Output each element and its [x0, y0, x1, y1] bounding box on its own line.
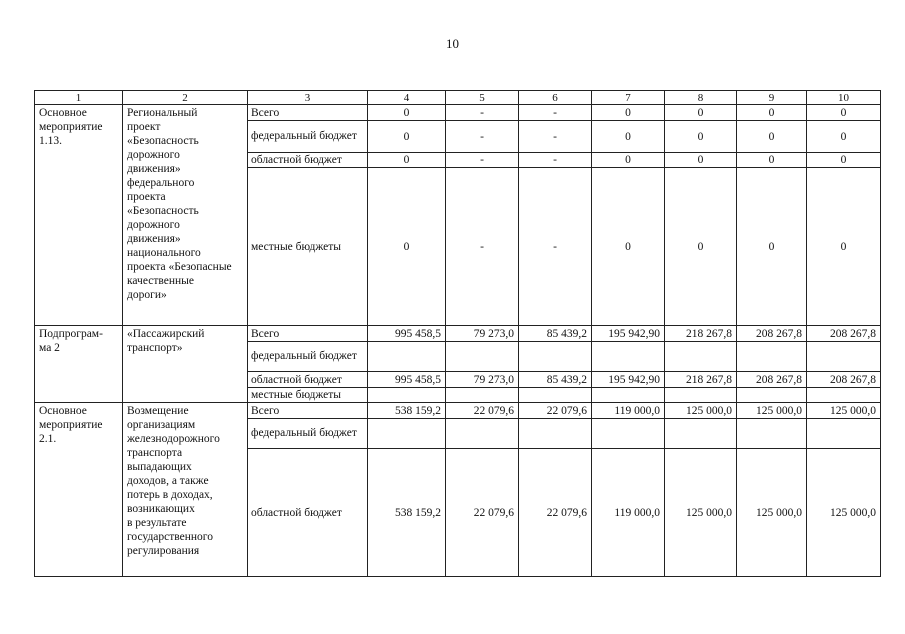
block-code-line: ма 2 — [39, 342, 60, 354]
block-name-line: дорожного — [127, 219, 180, 231]
value-cell-col-9 — [737, 342, 807, 372]
table-body — [35, 91, 881, 577]
block-name — [123, 326, 248, 403]
value-cell-col-5: - — [446, 105, 519, 121]
value-cell-col-4: 538 159,2 — [368, 403, 446, 419]
value-cell-col-8: 218 267,8 — [665, 372, 737, 388]
value-cell-col-5: 79 273,0 — [446, 326, 519, 342]
value-cell-col-9: 208 267,8 — [737, 326, 807, 342]
value-cell-col-6: 85 439,2 — [519, 326, 592, 342]
block-name-line: проекта «Безопасные — [127, 261, 232, 273]
block-name-line: качественные — [127, 275, 194, 287]
value-cell-col-5: - — [446, 168, 519, 326]
value-cell-col-5: 22 079,6 — [446, 449, 519, 577]
value-cell-col-10 — [807, 419, 881, 449]
value-cell-col-6 — [519, 342, 592, 372]
value-cell-col-7: 119 000,0 — [592, 449, 665, 577]
column-header-4: 4 — [368, 91, 446, 105]
value-cell-col-7: 119 000,0 — [592, 403, 665, 419]
column-header-8: 8 — [665, 91, 737, 105]
column-header-10: 10 — [807, 91, 881, 105]
block-name — [123, 403, 248, 577]
value-cell-col-6: - — [519, 153, 592, 168]
block-code-line: Подпрограм- — [39, 328, 103, 340]
block-name-line: регулирования — [127, 545, 200, 557]
value-cell-col-4: 0 — [368, 153, 446, 168]
block-code-line: мероприятие 1.13. — [39, 121, 103, 147]
value-cell-col-4: 0 — [368, 168, 446, 326]
value-cell-col-8 — [665, 419, 737, 449]
value-cell-col-7 — [592, 342, 665, 372]
value-cell-col-6: - — [519, 105, 592, 121]
block-name-line: возникающих — [127, 503, 195, 515]
value-cell-col-7: 195 942,90 — [592, 326, 665, 342]
value-cell-col-7: 0 — [592, 121, 665, 153]
funding-source: областной бюджет — [248, 153, 368, 168]
block-code — [35, 403, 123, 577]
value-cell-col-6: 22 079,6 — [519, 403, 592, 419]
value-cell-col-10: 0 — [807, 153, 881, 168]
value-cell-col-9: 0 — [737, 168, 807, 326]
value-cell-col-10: 0 — [807, 168, 881, 326]
value-cell-col-8 — [665, 342, 737, 372]
funding-source: федеральный бюджет — [248, 419, 368, 449]
block-name-line: транспорта — [127, 447, 183, 459]
value-cell-col-9: 0 — [737, 121, 807, 153]
value-cell-col-8: 0 — [665, 168, 737, 326]
value-cell-col-8: 125 000,0 — [665, 403, 737, 419]
value-cell-col-7: 0 — [592, 168, 665, 326]
block-name-line: «Безопасность — [127, 205, 199, 217]
block-name-line: потерь в доходах, — [127, 489, 213, 501]
value-cell-col-9: 0 — [737, 105, 807, 121]
value-cell-col-5: 22 079,6 — [446, 403, 519, 419]
value-cell-col-5: - — [446, 121, 519, 153]
value-cell-col-4 — [368, 388, 446, 403]
table-row — [35, 105, 881, 121]
block-name-line: федерального — [127, 177, 195, 189]
funding-source: Всего — [248, 403, 368, 419]
value-cell-col-8: 0 — [665, 121, 737, 153]
value-cell-col-4: 538 159,2 — [368, 449, 446, 577]
value-cell-col-10 — [807, 342, 881, 372]
value-cell-col-8: 0 — [665, 153, 737, 168]
value-cell-col-4 — [368, 419, 446, 449]
value-cell-col-6 — [519, 419, 592, 449]
value-cell-col-6: - — [519, 168, 592, 326]
value-cell-col-9 — [737, 388, 807, 403]
header-row — [35, 91, 881, 105]
block-name-line: Региональный — [127, 107, 198, 119]
value-cell-col-10: 208 267,8 — [807, 372, 881, 388]
column-header-2: 2 — [123, 91, 248, 105]
page-number: 10 — [446, 36, 459, 51]
block-name-line: организациям — [127, 419, 196, 431]
funding-source: Всего — [248, 105, 368, 121]
column-header-1: 1 — [35, 91, 123, 105]
value-cell-col-5 — [446, 388, 519, 403]
value-cell-col-6: 22 079,6 — [519, 449, 592, 577]
block-name-line: «Безопасность — [127, 135, 199, 147]
block-code-line: Основное — [39, 107, 87, 119]
block-name-line: доходов, а также — [127, 475, 209, 487]
block-code — [35, 105, 123, 326]
value-cell-col-10: 125 000,0 — [807, 449, 881, 577]
value-cell-col-5: 79 273,0 — [446, 372, 519, 388]
value-cell-col-6: - — [519, 121, 592, 153]
value-cell-col-4: 995 458,5 — [368, 372, 446, 388]
value-cell-col-4: 0 — [368, 121, 446, 153]
value-cell-col-10: 208 267,8 — [807, 326, 881, 342]
column-header-9: 9 — [737, 91, 807, 105]
block-name — [123, 105, 248, 326]
value-cell-col-8 — [665, 388, 737, 403]
value-cell-col-8: 218 267,8 — [665, 326, 737, 342]
column-header-3: 3 — [248, 91, 368, 105]
funding-source: областной бюджет — [248, 449, 368, 577]
block-name-line: выпадающих — [127, 461, 192, 473]
value-cell-col-5 — [446, 342, 519, 372]
funding-source: местные бюджеты — [248, 168, 368, 326]
value-cell-col-4: 0 — [368, 105, 446, 121]
value-cell-col-6: 85 439,2 — [519, 372, 592, 388]
value-cell-col-4: 995 458,5 — [368, 326, 446, 342]
block-name-line: «Пассажирский — [127, 328, 205, 340]
value-cell-col-10: 125 000,0 — [807, 403, 881, 419]
funding-source: федеральный бюджет — [248, 342, 368, 372]
value-cell-col-7: 0 — [592, 105, 665, 121]
funding-source: областной бюджет — [248, 372, 368, 388]
value-cell-col-7: 0 — [592, 153, 665, 168]
column-header-5: 5 — [446, 91, 519, 105]
block-name-line: Возмещение — [127, 405, 189, 417]
value-cell-col-10: 0 — [807, 121, 881, 153]
block-name-line: государственного — [127, 531, 213, 543]
value-cell-col-9 — [737, 419, 807, 449]
block-name-line: в результате — [127, 517, 187, 529]
value-cell-col-7 — [592, 419, 665, 449]
table-row — [35, 326, 881, 342]
value-cell-col-9: 208 267,8 — [737, 372, 807, 388]
funding-source: местные бюджеты — [248, 388, 368, 403]
value-cell-col-8: 125 000,0 — [665, 449, 737, 577]
value-cell-col-10: 0 — [807, 105, 881, 121]
block-code-line: Основное — [39, 405, 87, 417]
block-name-line: транспорт» — [127, 342, 183, 354]
column-header-6: 6 — [519, 91, 592, 105]
block-name-line: проект — [127, 121, 161, 133]
value-cell-col-5 — [446, 419, 519, 449]
value-cell-col-7: 195 942,90 — [592, 372, 665, 388]
value-cell-col-9: 0 — [737, 153, 807, 168]
value-cell-col-10 — [807, 388, 881, 403]
block-code — [35, 326, 123, 403]
value-cell-col-9: 125 000,0 — [737, 449, 807, 577]
column-header-7: 7 — [592, 91, 665, 105]
block-code-line: мероприятие 2.1. — [39, 419, 103, 445]
funding-source: федеральный бюджет — [248, 121, 368, 153]
value-cell-col-9: 125 000,0 — [737, 403, 807, 419]
value-cell-col-6 — [519, 388, 592, 403]
block-name-line: проекта — [127, 191, 166, 203]
block-name-line: движения» — [127, 163, 181, 175]
value-cell-col-8: 0 — [665, 105, 737, 121]
value-cell-col-7 — [592, 388, 665, 403]
value-cell-col-5: - — [446, 153, 519, 168]
funding-source: Всего — [248, 326, 368, 342]
block-name-line: железнодорожного — [127, 433, 220, 445]
table-row — [35, 403, 881, 419]
budget-table — [34, 90, 881, 577]
value-cell-col-4 — [368, 342, 446, 372]
block-name-line: дороги» — [127, 289, 167, 301]
block-name-line: движения» — [127, 233, 181, 245]
block-name-line: дорожного — [127, 149, 180, 161]
block-name-line: национального — [127, 247, 201, 259]
